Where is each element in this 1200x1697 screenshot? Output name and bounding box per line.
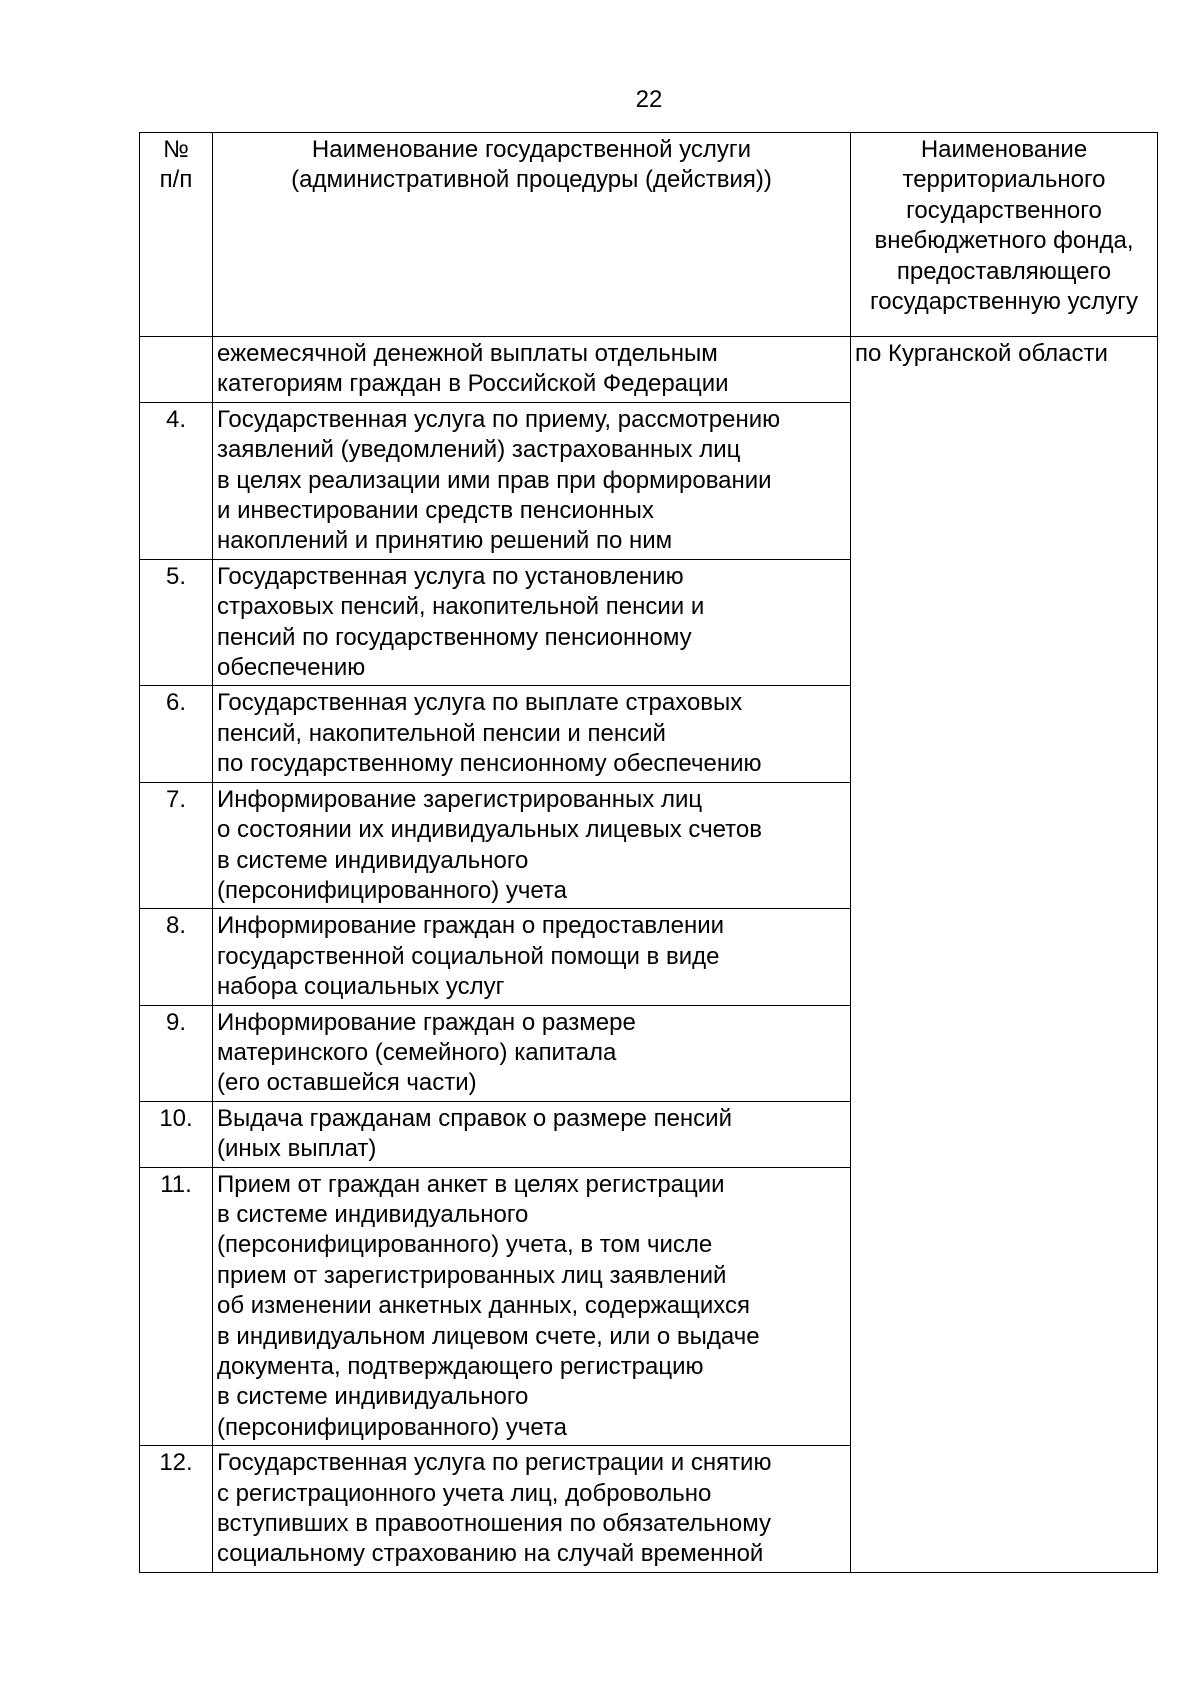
service-name-line: (персонифицированного) учета bbox=[217, 876, 568, 904]
header-service-name-line: Наименование государственной услуги bbox=[311, 136, 752, 163]
service-name-cell bbox=[213, 1101, 851, 1167]
header-number-column bbox=[140, 133, 213, 337]
service-name-line: заявлений (уведомлений) застрахованных лиц bbox=[217, 436, 741, 464]
row-number: 10. bbox=[140, 1101, 213, 1167]
service-name-line: по государственному пенсионному обеспечению bbox=[217, 750, 762, 778]
service-name-line: пенсий по государственному пенсионному bbox=[217, 623, 692, 651]
header-service-name-column bbox=[213, 133, 851, 337]
service-name-cell bbox=[213, 686, 851, 782]
row-number: 12. bbox=[140, 1446, 213, 1573]
services-table bbox=[139, 132, 1158, 1573]
service-name-line: ежемесячной денежной выплаты отдельным bbox=[217, 340, 718, 367]
service-name-line: документа, подтверждающего регистрацию bbox=[217, 1353, 704, 1380]
service-name-cell bbox=[213, 909, 851, 1005]
header-fund-line: предоставляющего bbox=[896, 257, 1112, 285]
service-name-line: государственной социальной помощи в виде bbox=[217, 942, 720, 970]
service-name-line: страховых пенсий, накопительной пенсии и bbox=[217, 593, 705, 621]
table-row bbox=[140, 337, 1158, 403]
service-name-line: в целях реализации ими прав при формировании bbox=[217, 466, 772, 494]
service-name-line: накоплений и принятию решений по ним bbox=[217, 527, 673, 555]
service-name-cell bbox=[213, 402, 851, 559]
row-number: 5. bbox=[140, 559, 213, 686]
service-name-line: в индивидуальном лицевом счете, или о выдаче bbox=[217, 1322, 760, 1350]
row-number: 4. bbox=[140, 402, 213, 559]
service-name-line: и инвестировании средств пенсионных bbox=[217, 497, 654, 525]
service-name-line: Прием от граждан анкет в целях регистрации bbox=[217, 1170, 725, 1198]
service-name-line: материнского (семейного) капитала bbox=[217, 1038, 617, 1066]
service-name-line: социальному страхованию на случай временной bbox=[217, 1540, 764, 1568]
header-number-line: п/п bbox=[159, 166, 193, 194]
service-name-line: Государственная услуга по приему, рассмотрению bbox=[217, 405, 781, 433]
service-name-line: об изменении анкетных данных, содержащихся bbox=[217, 1292, 750, 1320]
service-name-cell bbox=[213, 1446, 851, 1573]
service-name-cell bbox=[213, 337, 851, 403]
service-name-cell bbox=[213, 1005, 851, 1101]
service-name-line: Информирование зарегистрированных лиц bbox=[217, 785, 703, 813]
service-name-line: Государственная услуга по установлению bbox=[217, 562, 684, 590]
table-header bbox=[140, 133, 1158, 337]
row-number: 9. bbox=[140, 1005, 213, 1101]
header-fund-line: Наименование bbox=[920, 136, 1088, 163]
row-number bbox=[140, 337, 213, 403]
service-name-line: Информирование граждан о размере bbox=[217, 1008, 636, 1036]
service-name-line: Государственная услуга по регистрации и снятию bbox=[217, 1449, 772, 1477]
table-body bbox=[140, 337, 1158, 1573]
service-name-line: Информирование граждан о предоставлении bbox=[217, 912, 725, 940]
service-name-line: (персонифицированного) учета bbox=[217, 1413, 568, 1441]
row-number: 7. bbox=[140, 782, 213, 909]
service-name-cell bbox=[213, 559, 851, 686]
service-name-line: Выдача гражданам справок о размере пенсий bbox=[217, 1104, 732, 1132]
header-fund-line: территориального bbox=[902, 166, 1106, 194]
header-fund-line: внебюджетного фонда, bbox=[874, 227, 1134, 255]
service-name-line: категориям граждан в Российской Федерации bbox=[217, 370, 729, 398]
service-name-cell bbox=[213, 782, 851, 909]
service-name-line: пенсий, накопительной пенсии и пенсий bbox=[217, 719, 666, 747]
header-service-name-line: (административной процедуры (действия)) bbox=[291, 166, 772, 194]
fund-cell: по Курганской области bbox=[851, 337, 1158, 1573]
service-name-line: в системе индивидуального bbox=[217, 846, 529, 874]
service-name-line: (его оставшейся части) bbox=[217, 1069, 477, 1097]
service-name-line: о состоянии их индивидуальных лицевых счетов bbox=[217, 816, 763, 844]
header-fund-column bbox=[851, 133, 1158, 337]
row-number: 6. bbox=[140, 686, 213, 782]
header-row bbox=[140, 133, 1158, 337]
service-name-line: в системе индивидуального bbox=[217, 1200, 529, 1228]
header-fund-line: государственного bbox=[906, 196, 1102, 224]
service-name-line: обеспечению bbox=[217, 654, 366, 682]
service-name-line: прием от зарегистрированных лиц заявлений bbox=[217, 1261, 727, 1289]
page-number: 22 bbox=[635, 86, 663, 113]
service-name-line: с регистрационного учета лиц, добровольно bbox=[217, 1479, 712, 1507]
service-name-line: в системе индивидуального bbox=[217, 1383, 529, 1411]
header-fund-line: государственную услугу bbox=[870, 288, 1138, 316]
service-name-line: (персонифицированного) учета, в том числе bbox=[217, 1231, 713, 1259]
service-name-line: (иных выплат) bbox=[217, 1135, 377, 1163]
row-number: 11. bbox=[140, 1167, 213, 1446]
service-name-line: Государственная услуга по выплате страховых bbox=[217, 689, 743, 717]
header-number-line: № bbox=[163, 136, 189, 163]
service-name-cell bbox=[213, 1167, 851, 1446]
service-name-line: вступивших в правоотношения по обязательному bbox=[217, 1510, 772, 1538]
service-name-line: набора социальных услуг bbox=[217, 973, 505, 1001]
row-number: 8. bbox=[140, 909, 213, 1005]
